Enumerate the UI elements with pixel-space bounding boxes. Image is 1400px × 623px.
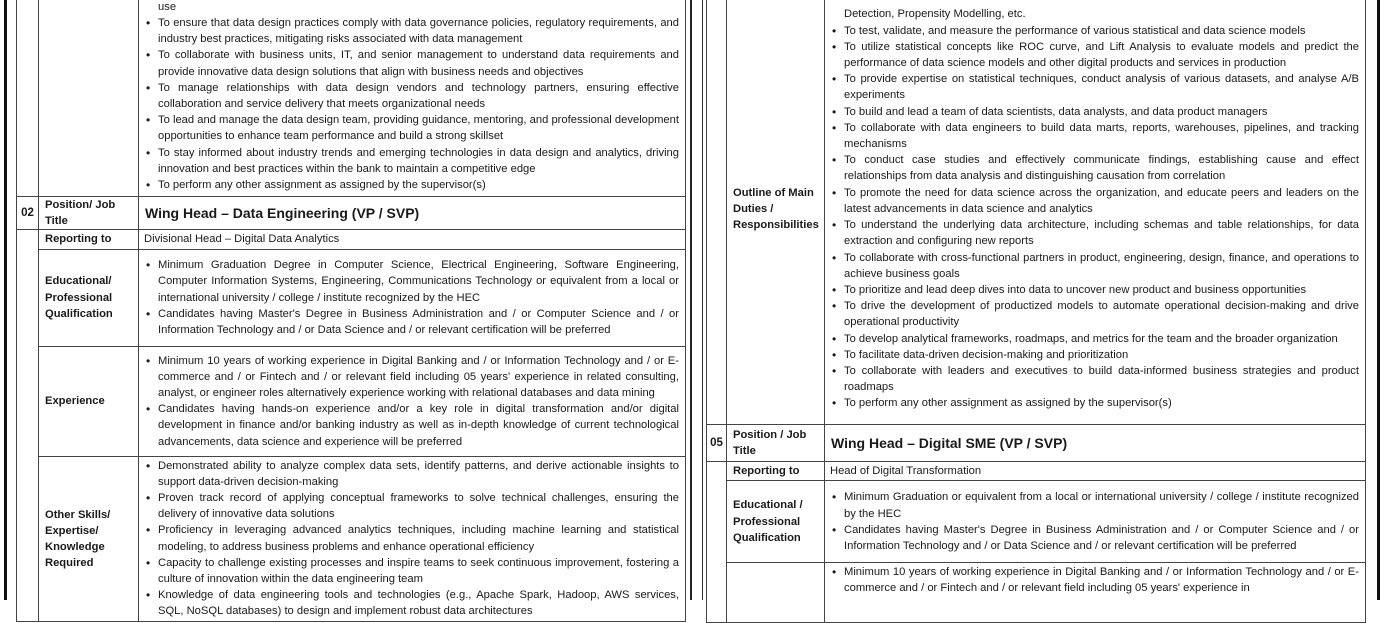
list-item: • To drive the development of productized models to automate operational decision-making and drive operational productivity xyxy=(830,298,1359,330)
list-item: • To build and lead a team of data scientists, data analysts, and data product managers xyxy=(830,104,1359,120)
experience-label: Experience xyxy=(39,346,139,456)
skills-label: Other Skills/ Expertise/ Knowledge Required xyxy=(39,456,139,621)
duties-list xyxy=(830,6,1359,411)
list-item: • To understand the underlying data architecture, including schemas and table relationships, for data extraction and configuring new reports xyxy=(830,217,1359,249)
list-item: • Capacity to challenge existing processes and inspire teams to seek continuous improvement, fostering a culture of innovation within the data engineering team xyxy=(144,555,679,587)
list-item: • To manage relationships with data design vendors and technology partners, ensuring effective collaboration and service delivery that meets organizational needs xyxy=(144,80,679,112)
list-item: • Minimum Graduation or equivalent from a local or international university / college / institute recognized by the HEC xyxy=(830,489,1359,521)
reporting-row xyxy=(707,462,1366,481)
education-list xyxy=(830,489,1359,554)
position-row xyxy=(707,425,1366,462)
page-border-right xyxy=(1377,0,1380,600)
education-row xyxy=(17,249,686,346)
experience-list xyxy=(144,353,679,450)
column-divider-inner xyxy=(702,0,703,600)
skills-list xyxy=(144,458,679,620)
skills-row xyxy=(17,456,686,621)
list-item: • Demonstrated ability to analyze complex data sets, identify patterns, and derive actionable insights to support data-driven decision-making xyxy=(144,458,679,490)
column-divider xyxy=(690,0,692,600)
list-item: • To prioritize and lead deep dives into data to uncover new product and business opportunities xyxy=(830,282,1359,298)
list-item: • To perform any other assignment as assigned by the supervisor(s) xyxy=(830,395,1359,411)
reporting-label: Reporting to xyxy=(39,230,139,249)
experience-row xyxy=(707,563,1366,623)
job-table-left xyxy=(16,0,686,622)
list-item: • To collaborate with cross-functional partners in product, engineering, design, finance, and operations to achieve business goals xyxy=(830,250,1359,282)
list-item: • Minimum 10 years of working experience in Digital Banking and / or Information Technology and / or E-commerce and / or Fintech and / or relevant field including 05 years' experience in xyxy=(830,564,1359,596)
list-item: • Proven track record of applying conceptual frameworks to solve technical challenges, ensuring the delivery of innovative data solutions xyxy=(144,490,679,522)
list-item: • To conduct case studies and effectively communicate findings, establishing cause and effect relationships from data analysis and distinguishing causation from correlation xyxy=(830,152,1359,184)
list-item: • Candidates having Master's Degree in Business Administration and / or Computer Science and / or Information Technology and / or Data Science and / or relevant certification will be preferred xyxy=(144,306,679,338)
position-number: 05 xyxy=(707,425,727,462)
reporting-row xyxy=(17,230,686,249)
list-item: • To stay informed about industry trends and emerging technologies in data design and analytics, driving innovation and best practices within the bank to maintain a competitive edge xyxy=(144,145,679,177)
list-item: • Minimum Graduation Degree in Computer Science, Electrical Engineering, Software Engineering, Computer Information Systems, Engineering, Communications Technology or equivalent from a local or international university / college / institute recognized by the HEC xyxy=(144,257,679,306)
list-item: • To lead and manage the data design team, providing guidance, mentoring, and professional development opportunities to enhance team performance and build a strong skillset xyxy=(144,112,679,144)
position-row xyxy=(17,197,686,230)
list-item: • To facilitate data-driven decision-making and prioritization xyxy=(830,347,1359,363)
duties-continued-row xyxy=(17,0,686,197)
list-item: • Proficiency in leveraging advanced analytics techniques, including machine learning and statistical modeling, to address business problems and enhance operational efficiency xyxy=(144,522,679,554)
list-item: • Candidates having hands-on experience and/or a key role in digital transformation and/or digital development in finance and/or banking industry as well as in-depth knowledge of current technological advancements, data science and experience will be preferred xyxy=(144,401,679,450)
page-border-left xyxy=(4,0,7,600)
list-item: • To perform any other assignment as assigned by the supervisor(s) xyxy=(144,177,679,193)
list-item: use xyxy=(158,0,177,13)
education-row xyxy=(707,481,1366,563)
job-table-right xyxy=(706,0,1366,623)
list-item: • To collaborate with business units, IT, and senior management to understand data requirements and provide innovative data design solutions that align with business needs and objectives xyxy=(144,47,679,79)
duties-list xyxy=(144,0,679,193)
position-label: Position/ Job Title xyxy=(39,197,139,230)
list-item: • To promote the need for data science across the organization, and educate peers and leaders on the latest advancements in data science and analytics xyxy=(830,185,1359,217)
education-label: Educational/ Professional Qualification xyxy=(39,249,139,346)
duties-label: Outline of Main Duties / Responsibilities xyxy=(727,0,825,425)
list-item: • To collaborate with leaders and executives to build data-informed business strategies and product roadmaps xyxy=(830,363,1359,395)
duties-list-cell xyxy=(139,0,686,197)
position-label: Position / Job Title xyxy=(727,425,825,462)
right-column xyxy=(706,0,1366,623)
education-list xyxy=(144,257,679,338)
position-number: 02 xyxy=(17,197,39,230)
list-item: • To ensure that data design practices comply with data governance policies, regulatory requirements, and industry best practices, mitigating risks associated with data management xyxy=(144,15,679,47)
experience-row xyxy=(17,346,686,456)
list-item: • To test, validate, and measure the performance of various statistical and data science models xyxy=(830,23,1359,39)
job-title: Wing Head – Data Engineering (VP / SVP) xyxy=(139,197,686,230)
list-item: • To utilize statistical concepts like ROC curve, and Lift Analysis to evaluate models and predict the performance of data science models and other digital products and services in production xyxy=(830,39,1359,71)
reporting-label: Reporting to xyxy=(727,462,825,481)
list-item: • To develop analytical frameworks, roadmaps, and metrics for the team and the broader organization xyxy=(830,331,1359,347)
education-label: Educational / Professional Qualification xyxy=(727,481,825,563)
list-item: Detection, Propensity Modelling, etc. xyxy=(844,8,1026,21)
duties-row xyxy=(707,0,1366,425)
job-title: Wing Head – Digital SME (VP / SVP) xyxy=(825,425,1366,462)
list-item: • Candidates having Master's Degree in Business Administration and / or Computer Science and / or Information Technology and / or Data Science and / or relevant certification will be preferred xyxy=(830,522,1359,554)
list-item: • Minimum 10 years of working experience in Digital Banking and / or Information Technology and / or E-commerce and / or Fintech and / or relevant field including 05 years' experience in related consulting, analyst, or engineer roles alternatively experience working with relational databases and data mining xyxy=(144,353,679,402)
left-column xyxy=(16,0,686,622)
list-item: • Knowledge of data engineering tools and technologies (e.g., Apache Spark, Hadoop, AWS services, SQL, NoSQL databases) to design and implement robust data architectures xyxy=(144,587,679,619)
experience-list xyxy=(830,564,1359,596)
list-item: • To provide expertise on statistical techniques, conduct analysis of various datasets, and analyse A/B experiments xyxy=(830,71,1359,103)
reporting-value: Divisional Head – Digital Data Analytics xyxy=(139,230,686,249)
reporting-value: Head of Digital Transformation xyxy=(825,462,1366,481)
list-item: • To collaborate with data engineers to build data marts, reports, warehouses, pipelines, and tracking mechanisms xyxy=(830,120,1359,152)
